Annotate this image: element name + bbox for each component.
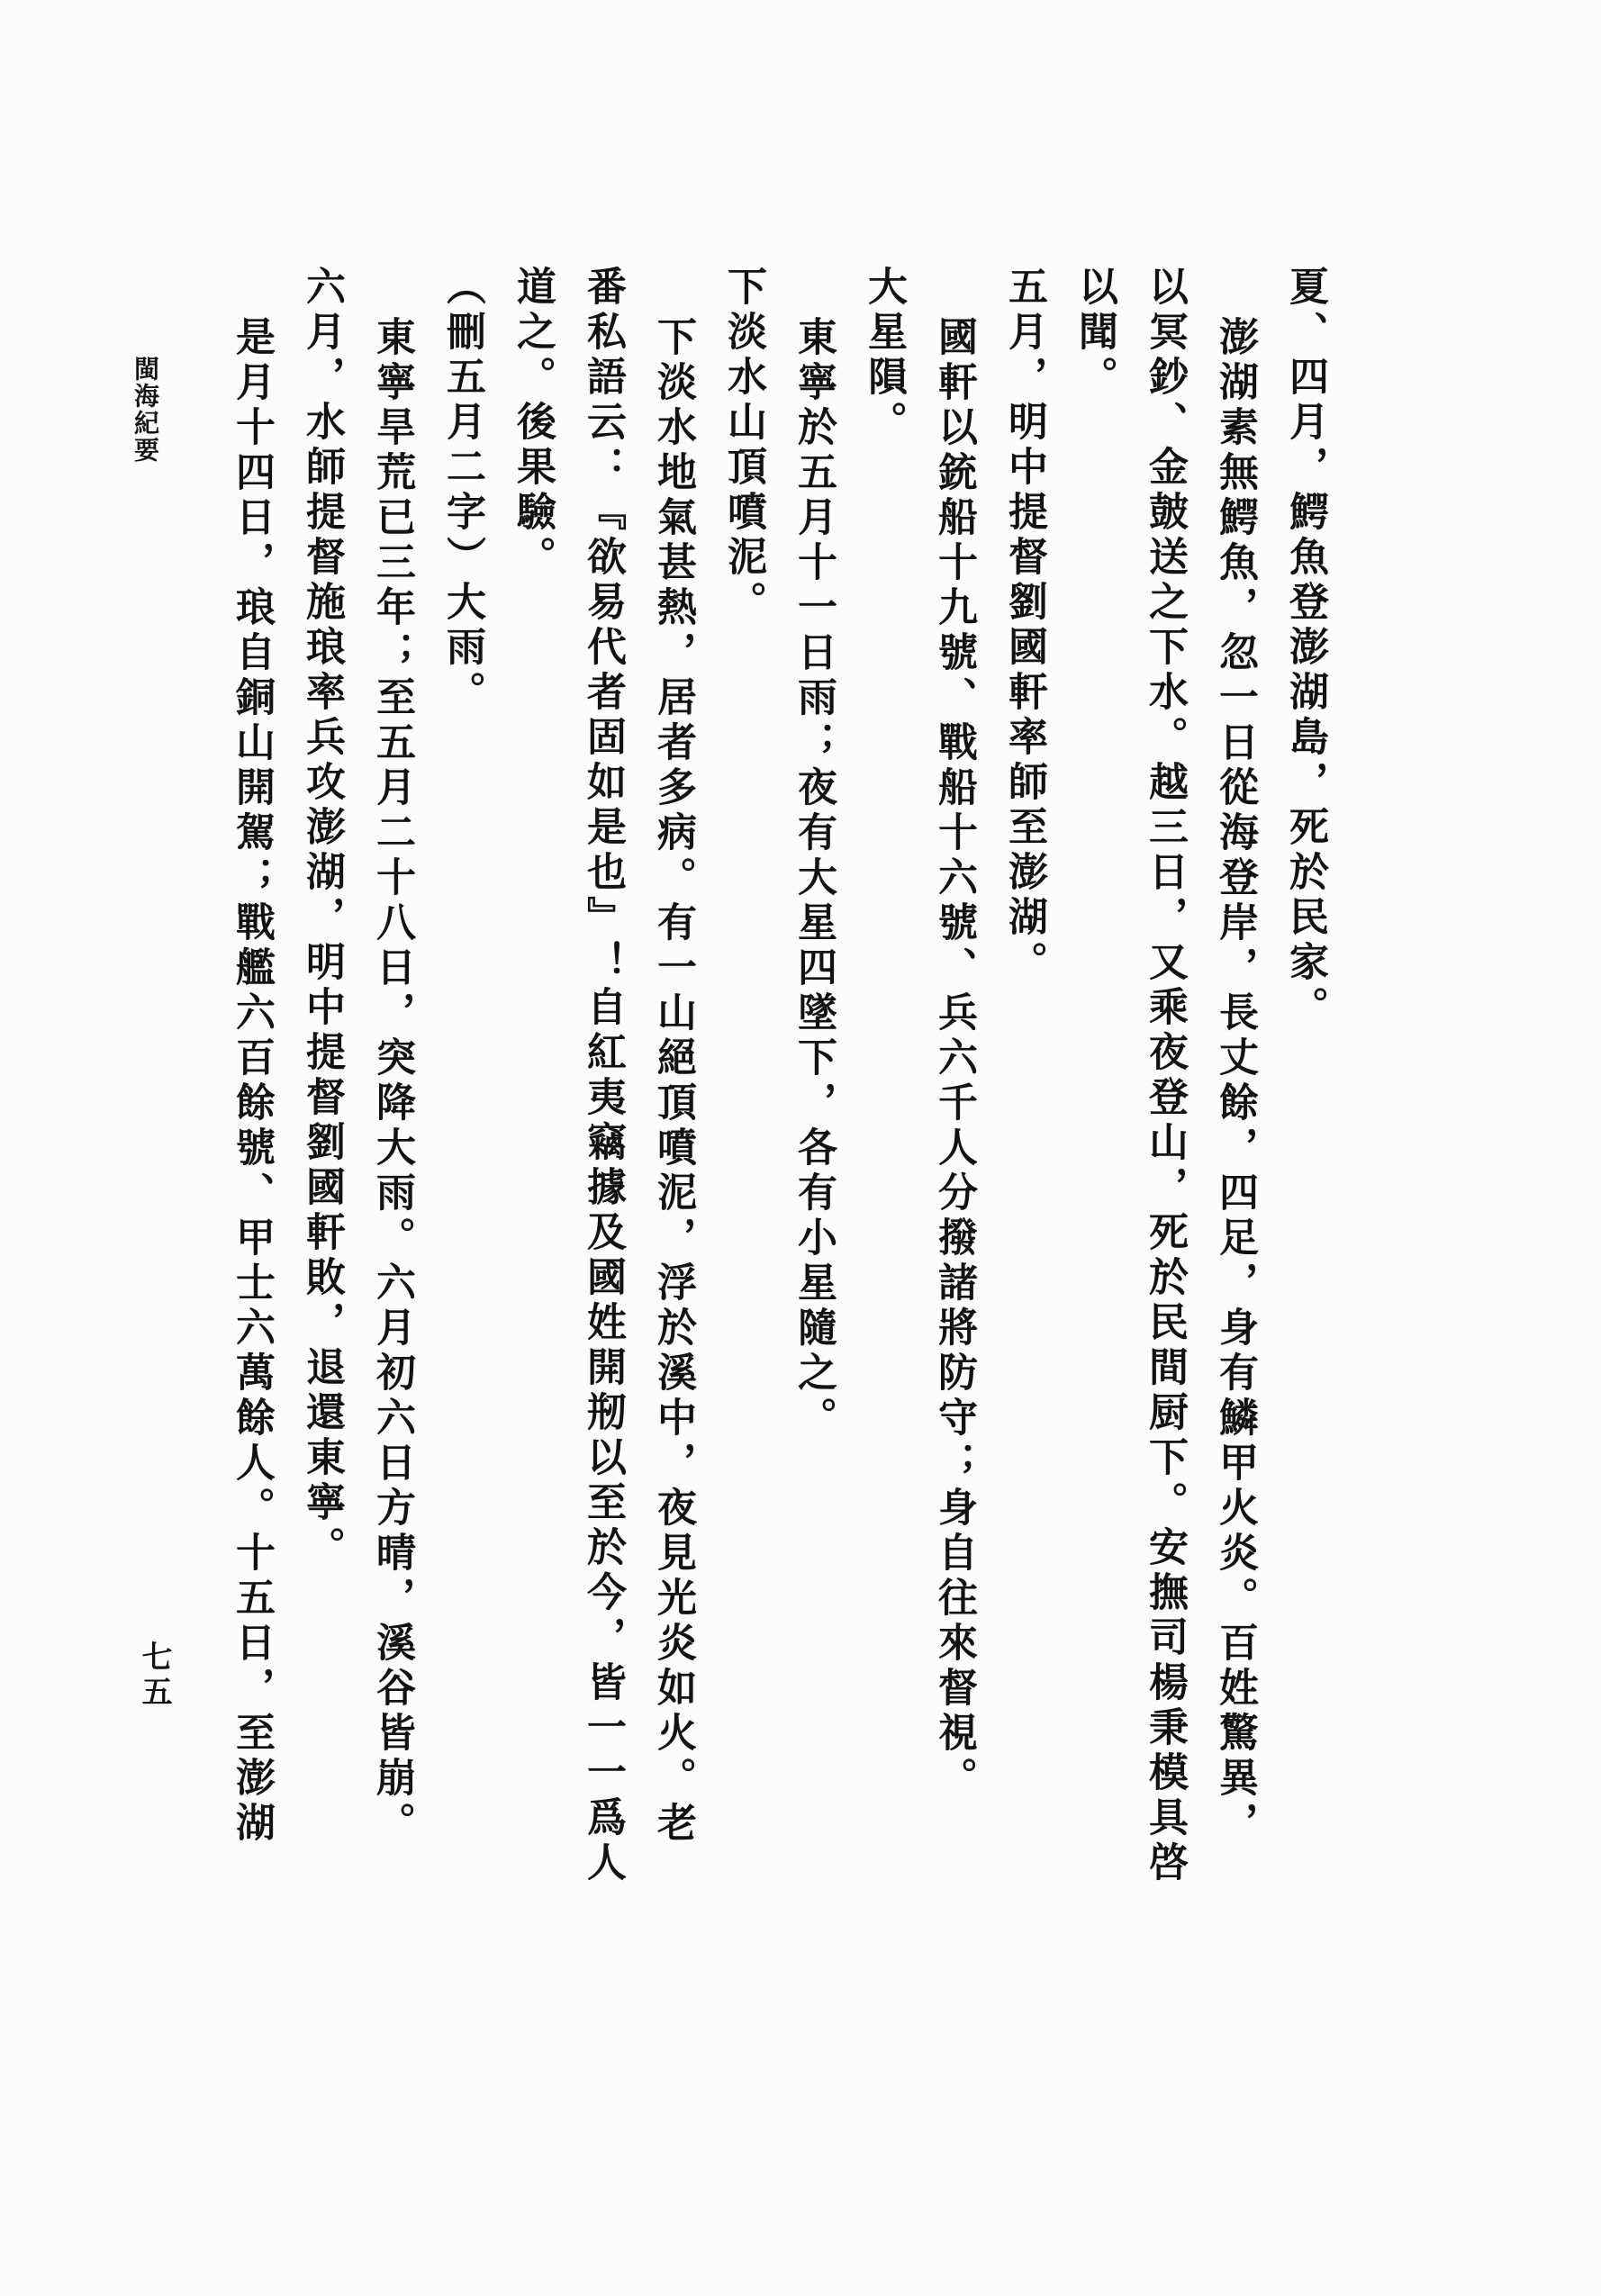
text-area xyxy=(216,266,1340,1976)
text-column: 五月，明中提督劉國軒率師至澎湖。 xyxy=(1002,266,1046,986)
text-column: 大星隕。 xyxy=(862,266,906,446)
text-column: 東寧旱荒已三年；至五月二十八日，突降大雨。六月初六日方晴，溪谷皆崩。 xyxy=(370,316,414,1847)
text-column: 澎湖素無鰐魚，忽一日從海登岸，長丈餘，四足，身有鱗甲火炎。百姓驚異， xyxy=(1213,316,1257,1847)
text-column: 以冥鈔、金皷送之下水。越三日，又乘夜登山，死於民間厨下。安撫司楊秉模具啓 xyxy=(1143,266,1187,1886)
text-column: 國軒以銃船十九號、戰船十六號、兵六千人分撥諸將防守；身自往來督視。 xyxy=(932,316,976,1802)
text-column: 東寧於五月十一日雨；夜有大星四墜下，各有小星隨之。 xyxy=(791,316,836,1442)
text-column: 夏、四月，鰐魚登澎湖島，死於民家。 xyxy=(1283,266,1327,1031)
text-column: 下淡水地氣甚熱，居者多病。有一山絕頂噴泥，浮於溪中，夜見光炎如火。老 xyxy=(651,316,695,1847)
text-column: 番私語云：『欲易代者固如是也』！自紅夷竊據及國姓開剏以至於今，皆一一爲人 xyxy=(581,266,625,1886)
text-column: 是月十四日，琅自銅山開駕；戰艦六百餘號、甲士六萬餘人。十五日，至澎湖 xyxy=(230,316,274,1847)
text-column: （刪五月二字）大雨。 xyxy=(440,266,484,716)
book-title: 閩海紀要 xyxy=(131,356,158,464)
page-number: 七五 xyxy=(137,1641,170,1711)
text-column: 道之。後果驗。 xyxy=(511,266,555,581)
text-column: 下淡水山頂噴泥。 xyxy=(721,266,765,626)
text-column: 以聞。 xyxy=(1072,266,1117,401)
text-column: 六月，水師提督施琅率兵攻澎湖，明中提督劉國軒敗，退還東寧。 xyxy=(300,266,344,1571)
